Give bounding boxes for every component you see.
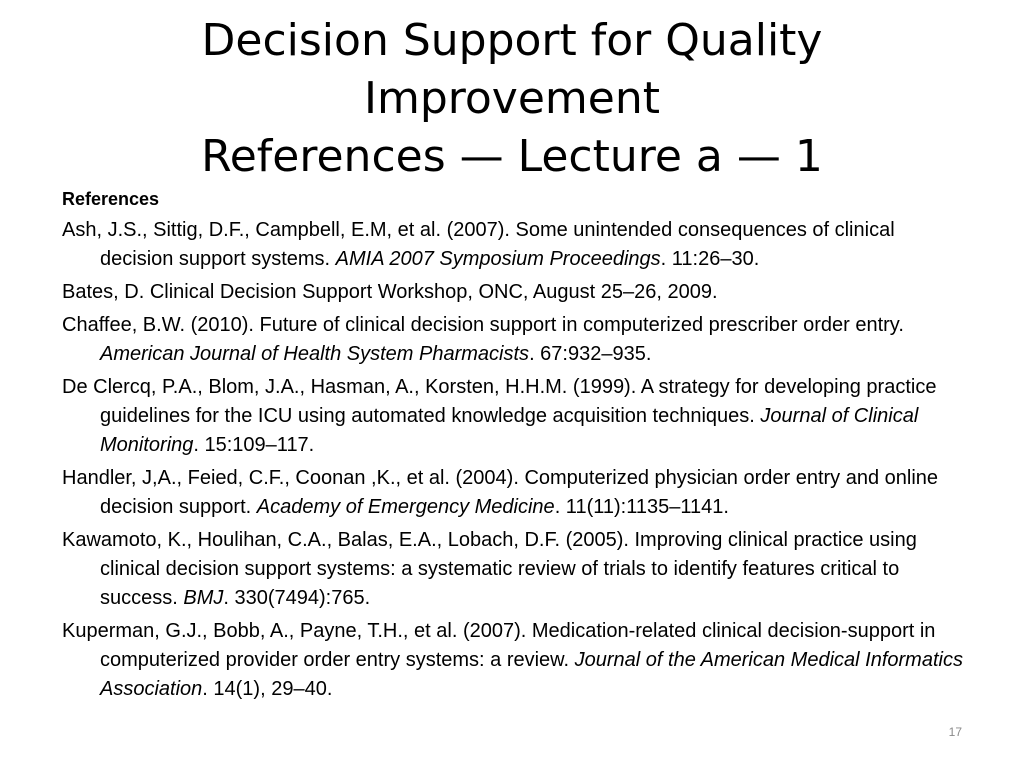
- reference-item: [62, 373, 972, 460]
- reference-text: Kawamoto, K., Houlihan, C.A., Balas, E.A., Lobach, D.F. (2005). Improving clinical practice using clinical decision support systems: a systematic review of trials to identify features critical to success.: [62, 529, 917, 609]
- reference-item: [62, 464, 972, 522]
- references-body: [62, 186, 972, 708]
- references-heading: References: [62, 189, 160, 209]
- reference-details: . 14(1), 29–40.: [202, 678, 333, 700]
- reference-details: . 11:26–30.: [660, 248, 760, 270]
- reference-text: Kuperman, G.J., Bobb, A., Payne, T.H., et al. (2007). Medication-related clinical decision-support in computerized provider order entry systems: a review.: [62, 620, 936, 671]
- reference-text: Chaffee, B.W. (2010). Future of clinical decision support in computerized prescriber order entry.: [62, 314, 904, 336]
- reference-item: [62, 278, 972, 307]
- reference-details: . 11(11):1135–1141.: [554, 496, 729, 518]
- reference-journal: Journal of Clinical Monitoring: [100, 405, 919, 456]
- title-line-1: Decision Support for Quality: [201, 15, 823, 66]
- reference-details: . 15:109–117.: [193, 434, 315, 456]
- title-line-2: Improvement: [364, 73, 660, 124]
- reference-journal: AMIA 2007 Symposium Proceedings: [335, 248, 661, 270]
- reference-text: Handler, J,A., Feied, C.F., Coonan ,K., et al. (2004). Computerized physician order entry and online decision support.: [62, 467, 939, 518]
- reference-item: [62, 311, 972, 369]
- slide-title: [60, 12, 964, 186]
- reference-text: Bates, D. Clinical Decision Support Workshop, ONC, August 25–26, 2009.: [62, 281, 718, 303]
- reference-journal: BMJ: [183, 587, 224, 609]
- reference-text: De Clercq, P.A., Blom, J.A., Hasman, A., Korsten, H.H.M. (1999). A strategy for developing practice guidelines for the ICU using automated knowledge acquisition techniques.: [62, 376, 937, 427]
- reference-journal: Journal of the American Medical Informatics Association: [100, 649, 963, 700]
- page-number: 17: [948, 725, 962, 739]
- reference-journal: American Journal of Health System Pharmacists: [100, 343, 530, 365]
- reference-item: [62, 617, 972, 704]
- title-line-3: References — Lecture a — 1: [201, 131, 823, 182]
- reference-item: [62, 216, 972, 274]
- reference-item: [62, 526, 972, 613]
- reference-text: Ash, J.S., Sittig, D.F., Campbell, E.M, et al. (2007). Some unintended consequences of clinical decision support systems.: [62, 219, 895, 270]
- reference-journal: Academy of Emergency Medicine: [256, 496, 555, 518]
- reference-details: . 330(7494):765.: [223, 587, 371, 609]
- reference-details: . 67:932–935.: [529, 343, 652, 365]
